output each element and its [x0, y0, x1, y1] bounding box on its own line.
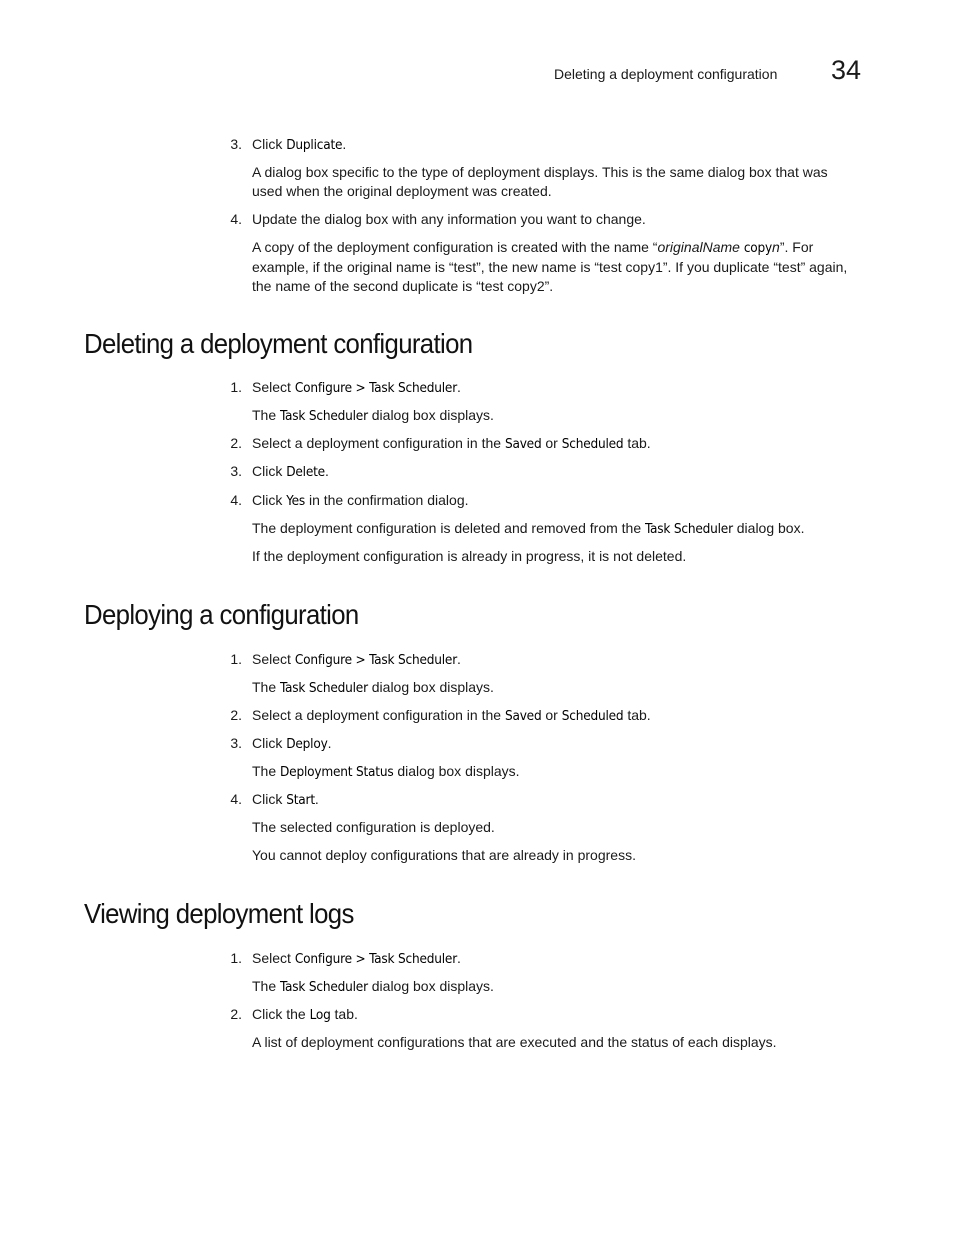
- ui-term: Configure > Task Scheduler: [294, 380, 457, 396]
- step-note: A copy of the deployment configuration is created with the name “originalName copyn”. For example, if the original name is “test”, the new name is “test copy1”. If you duplicate “test” again, the name of the second duplicate is “test copy2”.: [252, 239, 848, 294]
- step-number: 4.: [230, 791, 242, 807]
- step-number: 1.: [230, 651, 242, 667]
- step-number: 1.: [230, 379, 242, 395]
- step-note: The deployment configuration is deleted and removed from the Task Scheduler dialog box.: [252, 520, 805, 537]
- step-number: 2.: [230, 1006, 242, 1022]
- step-number: 4.: [230, 211, 242, 227]
- section-heading-deleting: Deleting a deployment configuration: [84, 328, 473, 359]
- step-text: Select Configure > Task Scheduler.: [252, 651, 461, 668]
- step-number: 1.: [230, 950, 242, 966]
- ui-term: Scheduled: [561, 436, 624, 452]
- step-number: 3.: [230, 735, 242, 751]
- step-number: 3.: [230, 136, 242, 152]
- running-header-title: Deleting a deployment configuration: [554, 66, 778, 82]
- step-text: Click Duplicate.: [252, 136, 347, 153]
- ui-term: Saved: [504, 436, 542, 452]
- step-note: The selected configuration is deployed.: [252, 819, 495, 835]
- ui-term: Configure > Task Scheduler: [294, 652, 457, 668]
- ui-term: Saved: [504, 708, 542, 724]
- ui-term: Deploy: [286, 736, 328, 752]
- step-text: Click the Log tab.: [252, 1006, 358, 1023]
- step-text: Click Deploy.: [252, 735, 332, 752]
- ui-term: Deployment Status: [280, 764, 394, 780]
- ui-term: Scheduled: [561, 708, 624, 724]
- step-text: Select Configure > Task Scheduler.: [252, 379, 461, 396]
- step-text: Select Configure > Task Scheduler.: [252, 950, 461, 967]
- ui-term: Yes: [286, 493, 306, 509]
- ui-term: copy: [743, 240, 773, 256]
- ui-term: Task Scheduler: [280, 408, 368, 424]
- ui-term: Start: [286, 792, 315, 808]
- ui-term: Task Scheduler: [280, 979, 368, 995]
- ui-term: Delete: [286, 464, 325, 480]
- step-text: Click Yes in the confirmation dialog.: [252, 492, 469, 509]
- step-number: 4.: [230, 492, 242, 508]
- step-text: Click Start.: [252, 791, 319, 808]
- step-text: Click Delete.: [252, 463, 329, 480]
- step-text: Select a deployment configuration in the Saved or Scheduled tab.: [252, 707, 651, 724]
- step-note: If the deployment configuration is already in progress, it is not deleted.: [252, 548, 687, 564]
- step-note: A list of deployment configurations that are executed and the status of each displays.: [252, 1034, 777, 1050]
- ui-term: Log: [309, 1007, 331, 1023]
- step-note: The Task Scheduler dialog box displays.: [252, 679, 494, 696]
- section-heading-viewing-logs: Viewing deployment logs: [84, 898, 354, 929]
- step-note: You cannot deploy configurations that are already in progress.: [252, 847, 636, 863]
- step-note: The Task Scheduler dialog box displays.: [252, 978, 494, 995]
- ui-term: Task Scheduler: [280, 680, 368, 696]
- step-number: 2.: [230, 707, 242, 723]
- ui-term: Task Scheduler: [645, 521, 733, 537]
- chapter-number: 34: [831, 55, 862, 85]
- step-note: A dialog box specific to the type of deployment displays. This is the same dialog box that was used when the original deployment was created.: [252, 164, 828, 199]
- ui-term: Duplicate: [286, 137, 343, 153]
- ui-term: Configure > Task Scheduler: [294, 951, 457, 967]
- step-note: The Task Scheduler dialog box displays.: [252, 407, 494, 424]
- step-number: 3.: [230, 463, 242, 479]
- step-text: Select a deployment configuration in the Saved or Scheduled tab.: [252, 435, 651, 452]
- step-note: The Deployment Status dialog box displays.: [252, 763, 520, 780]
- section-heading-deploying: Deploying a configuration: [84, 599, 359, 630]
- step-text: Update the dialog box with any information you want to change.: [252, 211, 646, 227]
- step-number: 2.: [230, 435, 242, 451]
